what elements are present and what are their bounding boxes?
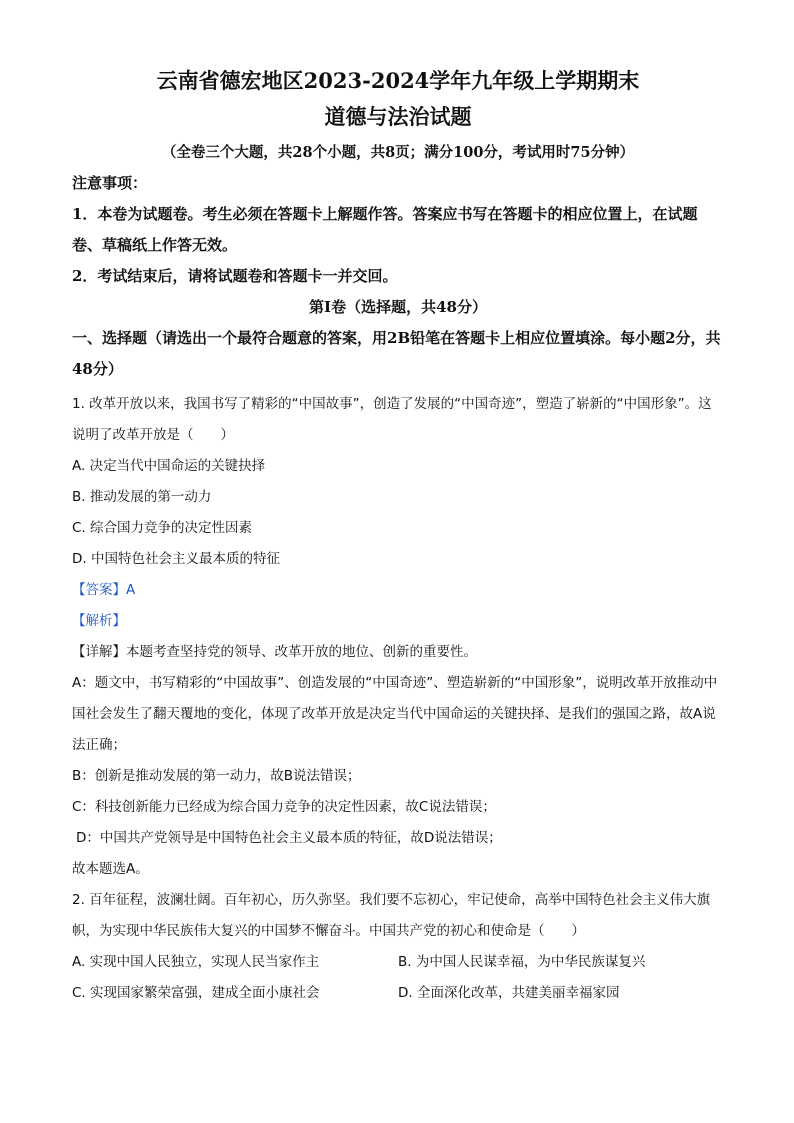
q2-option-b: B. 为中国人民谋幸福，为中华民族谋复兴 xyxy=(398,954,646,970)
q1-stem: 1. 改革开放以来，我国书写了精彩的“中国故事”，创造了发展的“中国奇迹”，塑造了崭新的“中国形象”。这说明了改革开放是（ ） xyxy=(72,396,712,443)
section-instruction: 一、选择题（请选出一个最符合题意的答案，用2B铅笔在答题卡上相应位置填涂。每小题2分，共48分） xyxy=(72,329,721,378)
q2-option-d: D. 全面深化改革，共建美丽幸福家园 xyxy=(398,985,620,1001)
section-title: 第Ⅰ卷（选择题，共48分） xyxy=(309,298,487,316)
q1-conclusion: 故本题选A。 xyxy=(72,861,149,877)
q1-answer: 【答案】A xyxy=(72,582,136,598)
q2-option-c: C. 实现国家繁荣富强，建成全面小康社会 xyxy=(72,985,320,1001)
q1-analysis-d: D：中国共产党领导是中国特色社会主义最本质的特征，故D说法错误； xyxy=(76,830,502,846)
exam-page xyxy=(72,64,724,1009)
exam-subtitle: （全卷三个大题，共28个小题，共8页；满分100分，考试用时75分钟） xyxy=(161,144,635,161)
q1-analysis-label: 【解析】 xyxy=(72,613,126,629)
q1-option-a: A. 决定当代中国命运的关键抉择 xyxy=(72,458,266,474)
notes-heading: 注意事项： xyxy=(72,174,148,192)
q2-options-row-2 xyxy=(72,978,724,1009)
notes-item-1: 1．本卷为试题卷。考生必须在答题卡上解题作答。答案应书写在答题卡的相应位置上，在试题卷、草稿纸上作答无效。 xyxy=(72,205,698,254)
q1-option-c: C. 综合国力竞争的决定性因素 xyxy=(72,520,253,536)
q1-option-b: B. 推动发展的第一动力 xyxy=(72,489,212,505)
q2-options-row-1 xyxy=(72,947,724,978)
exam-title-line1: 云南省德宏地区2023-2024学年九年级上学期期末 xyxy=(156,68,640,93)
exam-title-line2: 道德与法治试题 xyxy=(324,104,472,129)
q1-analysis-b: B：创新是推动发展的第一动力，故B说法错误； xyxy=(72,768,361,784)
q2-option-a: A. 实现中国人民独立，实现人民当家作主 xyxy=(72,954,320,970)
q1-analysis-c: C：科技创新能力已经成为综合国力竞争的决定性因素，故C说法错误； xyxy=(72,799,496,815)
notes-item-2: 2．考试结束后，请将试题卷和答题卡一并交回。 xyxy=(72,267,398,285)
q2-stem: 2. 百年征程，波澜壮阔。百年初心，历久弥坚。我们要不忘初心，牢记使命，高举中国特色社会主义伟大旗帜，为实现中华民族伟大复兴的中国梦不懈奋斗。中国共产党的初心和使命是（ ） xyxy=(72,892,711,939)
q1-option-d: D. 中国特色社会主义最本质的特征 xyxy=(72,551,280,567)
q1-detail: 【详解】本题考查坚持党的领导、改革开放的地位、创新的重要性。 xyxy=(72,644,477,660)
q1-analysis-a: A：题文中，书写精彩的“中国故事”、创造发展的“中国奇迹”、塑造崭新的“中国形象”，说明改革开放推动中国社会发生了翻天覆地的变化，体现了改革开放是决定当代中国命运的关键抉择、是我们的强国之路，故A说法正确； xyxy=(72,675,718,753)
